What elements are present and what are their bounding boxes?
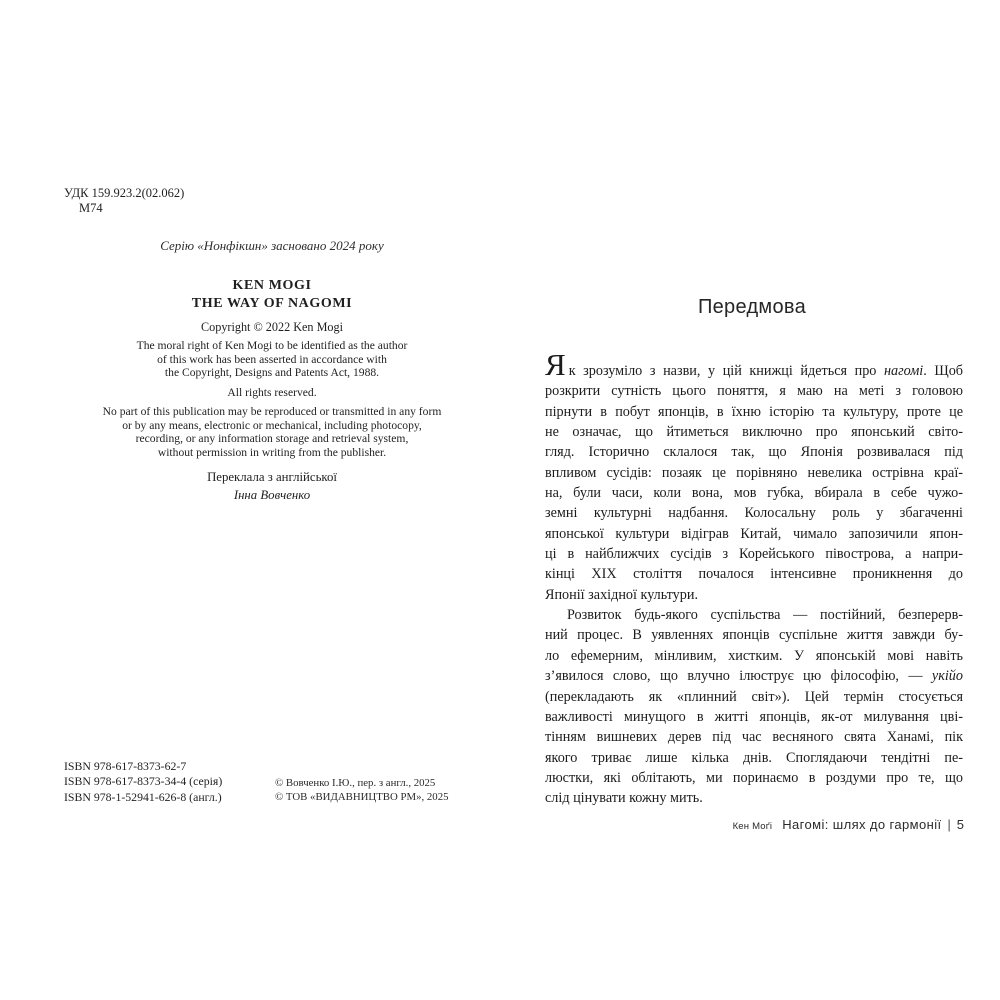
body-line: кінці XIX століття почалося інтенсивне проникнення до: [545, 566, 963, 583]
body-line-text: к зрозуміло з назви, у цій книжці йдеться про нагомі. Щоб: [568, 363, 964, 379]
udk-author-sign: М74: [79, 201, 103, 215]
isbn-line: ISBN 978-1-52941-626-8 (англ.): [64, 789, 222, 804]
body-line: з’явилося слово, що влучно ілюструє цю філософію, — укійо: [545, 668, 963, 685]
body-line: ці в найближчих сусідів з Корейського півострова, а напри-: [545, 546, 963, 563]
footer-separator: |: [947, 818, 951, 832]
body-line: ло ефемерним, мінливим, хистким. У японській мові навіть: [545, 647, 963, 664]
isbn-line: ISBN 978-617-8373-34-4 (серія): [64, 774, 223, 789]
series-note: Серію «Нонфікшн» засновано 2024 року: [160, 238, 384, 253]
permission-block: [60, 405, 484, 459]
permission-line: without permission in writing from the publisher.: [157, 445, 387, 459]
body-line: впливом сусідів: позаяк це порівняно невелика острівна краї-: [545, 464, 963, 481]
page-footer: [540, 817, 964, 832]
body-line: (перекладають як «плинний світ»). Цей термін стосується: [545, 688, 963, 705]
footer-author: Кен Моґі: [732, 821, 773, 832]
chapter-heading: Передмова: [697, 296, 807, 318]
body-line: пірнути в побут японців, в їхню історію та культуру, проте це: [545, 403, 963, 420]
udk-line: УДК 159.923.2(02.062): [64, 186, 185, 200]
body-line: земні культурні надбання. Колосальну роль у збагаченні: [545, 505, 963, 522]
permission-line: or by any means, electronic or mechanical, including photocopy,: [122, 418, 422, 432]
body-line: [545, 347, 964, 382]
body-line: тінням вишневих дерев під час весняного свята Ханамі, пік: [545, 729, 963, 746]
translator-block: [60, 469, 484, 504]
book-title-original: THE WAY OF NAGOMI: [191, 295, 353, 311]
isbn-line: ISBN 978-617-8373-62-7: [64, 759, 187, 773]
body-line: ний процес. В уявленнях японців суспільне життя завжди бу-: [545, 627, 963, 644]
body-line: Японії західної культури.: [545, 586, 699, 603]
body-line: слід цінувати кожну мить.: [545, 790, 703, 807]
body-line: якого триває лише кілька днів. Споглядаючи тендітні пе-: [545, 749, 963, 766]
moral-right-line: The moral right of Ken Mogi to be identified as the author: [136, 339, 408, 352]
rights-reserved: All rights reserved.: [227, 386, 317, 399]
book-author-original: KEN MOGI: [232, 278, 312, 293]
body-line: розкрити сутність цього поняття, я маю на меті з головою: [545, 383, 963, 400]
body-line: японської культури відіграв Китай, чимало запозичили япон-: [545, 525, 963, 542]
udk-classification: [64, 186, 184, 216]
raised-initial-cap: Я: [545, 347, 566, 382]
credit-line: © ТОВ «ВИДАВНИЦТВО РМ», 2025: [275, 790, 449, 803]
body-line: Розвиток будь-якого суспільства — постійний, безперерв-: [567, 607, 963, 624]
body-line: люстки, які облітають, ми поринаємо в роздуми про те, що: [545, 769, 963, 786]
credits-block: [275, 777, 449, 804]
body-line: важливості минущого в житті японців, як-от милування цві-: [545, 708, 963, 725]
body-text: [545, 347, 964, 809]
moral-right-line: the Copyright, Designs and Patents Act, 1988.: [164, 366, 380, 379]
isbn-block: [64, 759, 222, 805]
translator-name: Інна Вовченко: [233, 487, 311, 502]
credit-line: © Вовченко І.Ю., пер. з англ., 2025: [275, 777, 436, 789]
page-number: 5: [956, 817, 964, 832]
moral-right-line: of this work has been asserted in accordance with: [157, 352, 387, 366]
permission-line: No part of this publication may be reproduced or transmitted in any form: [102, 405, 442, 418]
body-line: гляд. Історично склалося так, що Японія розвивалася під: [545, 444, 963, 461]
body-line: на, були часи, коли вона, мов губка, вбирала в себе чужо-: [545, 485, 963, 502]
copyright-notice: Copyright © 2022 Ken Mogi: [201, 320, 343, 334]
permission-line: recording, or any information storage and retrieval system,: [135, 432, 409, 445]
translator-label: Переклала з англійської: [207, 470, 337, 484]
body-line: не означає, що йтиметься виключно про японський світо-: [545, 424, 963, 441]
footer-book-title: Нагомі: шлях до гармонії: [782, 817, 942, 832]
original-title-block: [60, 277, 484, 312]
moral-right-block: [60, 339, 484, 380]
